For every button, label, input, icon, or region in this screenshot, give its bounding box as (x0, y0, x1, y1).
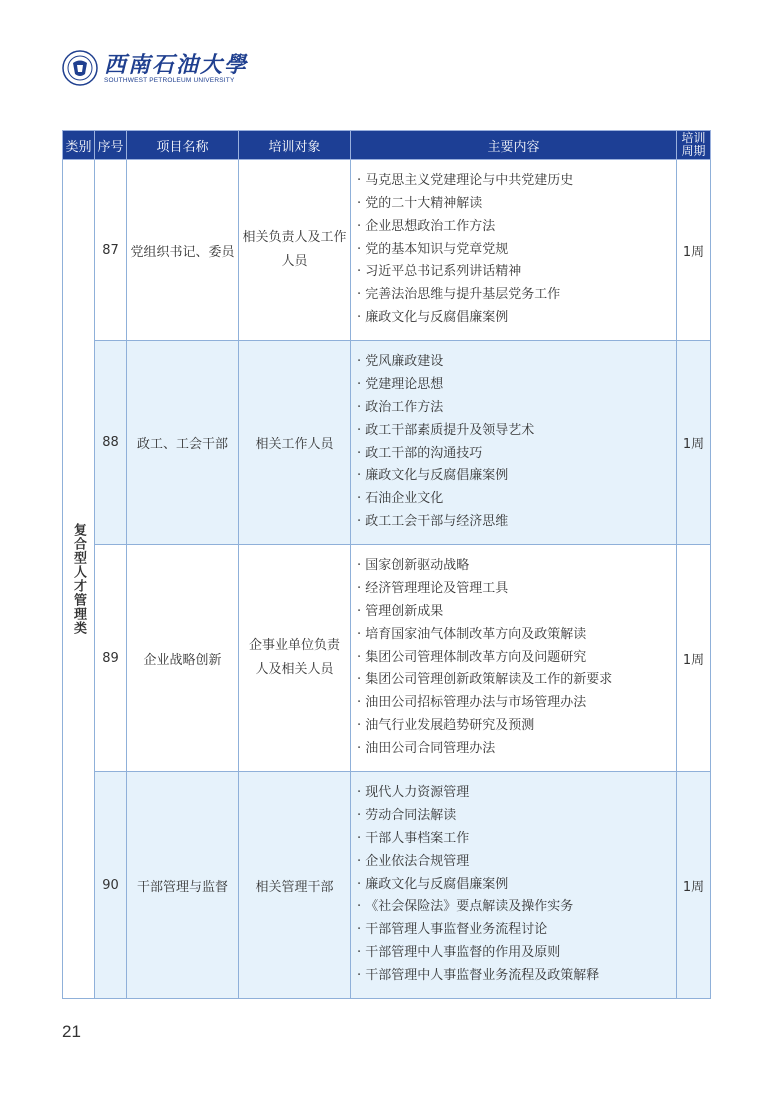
row-period: 1周 (677, 160, 711, 341)
content-item: · 油田公司招标管理办法与市场管理办法 (357, 692, 676, 715)
logo-english-name: SOUTHWEST PETROLEUM UNIVERSITY (104, 76, 235, 84)
row-period: 1周 (677, 341, 711, 545)
header-project-name: 项目名称 (127, 131, 239, 160)
category-cell (63, 160, 95, 999)
row-period: 1周 (677, 772, 711, 999)
content-item: · 油气行业发展趋势研究及预测 (357, 715, 676, 738)
row-target (239, 160, 351, 341)
header-category: 类别 (63, 131, 95, 160)
content-item: · 企业依法合规管理 (357, 851, 676, 874)
row-project-name: 干部管理与监督 (127, 772, 239, 999)
row-content (351, 545, 677, 772)
content-item: · 政工干部素质提升及领导艺术 (357, 420, 676, 443)
university-logo (62, 50, 248, 86)
university-seal-icon (62, 50, 98, 86)
content-item: · 现代人力资源管理 (357, 782, 676, 805)
content-item: · 管理创新成果 (357, 601, 676, 624)
header-period: 培训 周期 (677, 131, 711, 160)
table-row (63, 341, 711, 545)
content-item: · 党的二十大精神解读 (357, 193, 676, 216)
row-content (351, 772, 677, 999)
header-number: 序号 (95, 131, 127, 160)
row-number: 89 (95, 545, 127, 772)
content-item: · 《社会保险法》要点解读及操作实务 (357, 896, 676, 919)
table-row (63, 545, 711, 772)
row-content (351, 341, 677, 545)
row-period: 1周 (677, 545, 711, 772)
content-item: · 习近平总书记系列讲话精神 (357, 261, 676, 284)
content-item: · 廉政文化与反腐倡廉案例 (357, 465, 676, 488)
content-item: · 干部管理中人事监督的作用及原则 (357, 942, 676, 965)
content-item: · 党建理论思想 (357, 374, 676, 397)
content-item: · 国家创新驱动战略 (357, 555, 676, 578)
row-content (351, 160, 677, 341)
content-item: · 党的基本知识与党章党规 (357, 239, 676, 262)
content-item: · 政治工作方法 (357, 397, 676, 420)
content-item: · 经济管理理论及管理工具 (357, 578, 676, 601)
table-row (63, 160, 711, 341)
content-item: · 党风廉政建设 (357, 351, 676, 374)
row-target-text: 企事业单位负责人及相关人员 (248, 638, 340, 677)
content-item: · 完善法治思维与提升基层党务工作 (357, 284, 676, 307)
table-header-row (63, 131, 711, 160)
content-item: · 油田公司合同管理办法 (357, 738, 676, 761)
row-project-name: 企业战略创新 (127, 545, 239, 772)
category-label: 复合型人才管理类 (71, 523, 86, 635)
content-item: · 干部人事档案工作 (357, 828, 676, 851)
row-number: 87 (95, 160, 127, 341)
training-table (62, 130, 711, 999)
content-item: · 马克思主义党建理论与中共党建历史 (357, 170, 676, 193)
content-item: · 石油企业文化 (357, 488, 676, 511)
row-number: 90 (95, 772, 127, 999)
page-number: 21 (62, 1022, 81, 1041)
content-item: · 培育国家油气体制改革方向及政策解读 (357, 624, 676, 647)
row-target: 相关管理干部 (239, 772, 351, 999)
content-item: · 劳动合同法解读 (357, 805, 676, 828)
table-row (63, 772, 711, 999)
row-project-name: 政工、工会干部 (127, 341, 239, 545)
row-project-name: 党组织书记、委员 (127, 160, 239, 341)
content-item: · 廉政文化与反腐倡廉案例 (357, 307, 676, 330)
content-item: · 廉政文化与反腐倡廉案例 (357, 874, 676, 897)
content-item: · 干部管理中人事监督业务流程及政策解释 (357, 965, 676, 988)
content-item: · 集团公司管理体制改革方向及问题研究 (357, 647, 676, 670)
content-item: · 政工干部的沟通技巧 (357, 443, 676, 466)
row-target (239, 545, 351, 772)
row-target: 相关工作人员 (239, 341, 351, 545)
content-item: · 干部管理人事监督业务流程讨论 (357, 919, 676, 942)
row-number: 88 (95, 341, 127, 545)
row-target-text: 相关负责人及工作人员 (242, 230, 347, 269)
header-content: 主要内容 (351, 131, 677, 160)
content-item: · 企业思想政治工作方法 (357, 216, 676, 239)
header-target: 培训对象 (239, 131, 351, 160)
content-item: · 政工工会干部与经济思维 (357, 511, 676, 534)
content-item: · 集团公司管理创新政策解读及工作的新要求 (357, 669, 676, 692)
logo-chinese-name: 西南石油大學 (104, 51, 249, 78)
